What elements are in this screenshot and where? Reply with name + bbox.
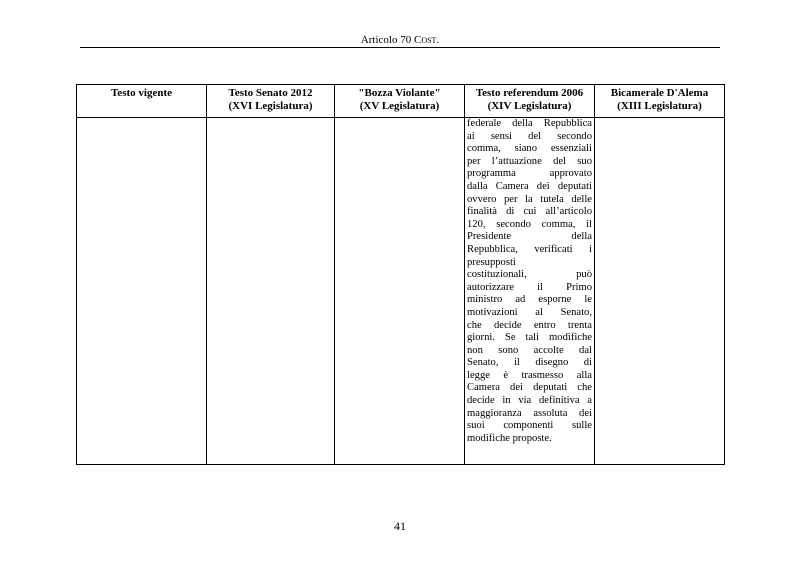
text-line: ministro ad esporne le — [467, 294, 592, 306]
text-line: non sono accolte dal — [467, 344, 592, 356]
column-subtitle: (XV Legislatura) — [359, 99, 440, 112]
column-title: Bicamerale D'Alema — [610, 87, 709, 99]
cell-testo-senato-2012 — [207, 118, 335, 465]
cell-bicamerale-dalema — [595, 118, 725, 465]
text-line: Presidente della — [467, 231, 592, 243]
text-line: ai sensi del secondo — [467, 130, 592, 142]
text-line: maggioranza assoluta dei — [467, 407, 592, 419]
running-header-article: Articolo 70 — [360, 34, 412, 46]
text-line: Camera dei deputati che — [467, 382, 592, 394]
text-line: presupposti — [467, 256, 516, 268]
text-line: per l’attuazione del suo — [467, 155, 592, 167]
text-line: programma approvato — [467, 168, 592, 180]
text-line: suoi componenti sulle — [467, 420, 592, 432]
column-subtitle: (XIII Legislatura) — [617, 99, 702, 112]
table-header-row — [77, 85, 725, 118]
column-title: Testo Senato 2012 — [228, 87, 313, 99]
comparison-table — [76, 84, 725, 465]
text-line: comma, siano essenziali — [467, 143, 592, 155]
text-line: decide in via definitiva a — [467, 395, 592, 407]
column-title: Testo vigente — [110, 87, 172, 99]
cell-testo-referendum-2006 — [465, 118, 595, 465]
column-header-testo-senato-2012 — [207, 85, 335, 118]
text-line: motivazioni al Senato, — [467, 306, 592, 318]
text-line: ovvero per la tutela delle — [467, 193, 592, 205]
text-line: dalla Camera dei deputati — [467, 180, 592, 192]
text-line: autorizzare il Primo — [467, 281, 592, 293]
column-subtitle: (XIV Legislatura) — [487, 99, 572, 112]
column-header-bozza-violante — [335, 85, 465, 118]
referendum-text — [467, 118, 592, 445]
column-subtitle: (XVI Legislatura) — [228, 99, 313, 112]
text-line: federale della Repubblica — [467, 118, 592, 129]
header-rule — [80, 47, 720, 48]
table-row — [77, 118, 725, 465]
text-line: costituzionali, può — [467, 269, 592, 281]
column-header-bicamerale-dalema — [595, 85, 725, 118]
running-header — [0, 34, 800, 47]
running-header-source: Cost. — [413, 34, 440, 46]
text-line: Repubblica, verificati i — [467, 243, 592, 255]
text-line: 120, secondo comma, il — [467, 218, 592, 230]
text-line: Senato, il disegno di — [467, 357, 592, 369]
column-header-testo-vigente — [77, 85, 207, 118]
column-header-testo-referendum-2006 — [465, 85, 595, 118]
column-title: Testo referendum 2006 — [475, 87, 584, 99]
text-line: giorni. Se tali modifiche — [467, 332, 592, 344]
text-line: finalità di cui all’articolo — [467, 206, 592, 218]
column-title: "Bozza Violante" — [358, 87, 441, 99]
cell-testo-vigente — [77, 118, 207, 465]
text-line: modifiche proposte. — [467, 432, 552, 444]
cell-bozza-violante — [335, 118, 465, 465]
text-line: che decide entro trenta — [467, 319, 592, 331]
text-line: legge è trasmesso alla — [467, 369, 592, 381]
page-number: 41 — [394, 519, 406, 533]
